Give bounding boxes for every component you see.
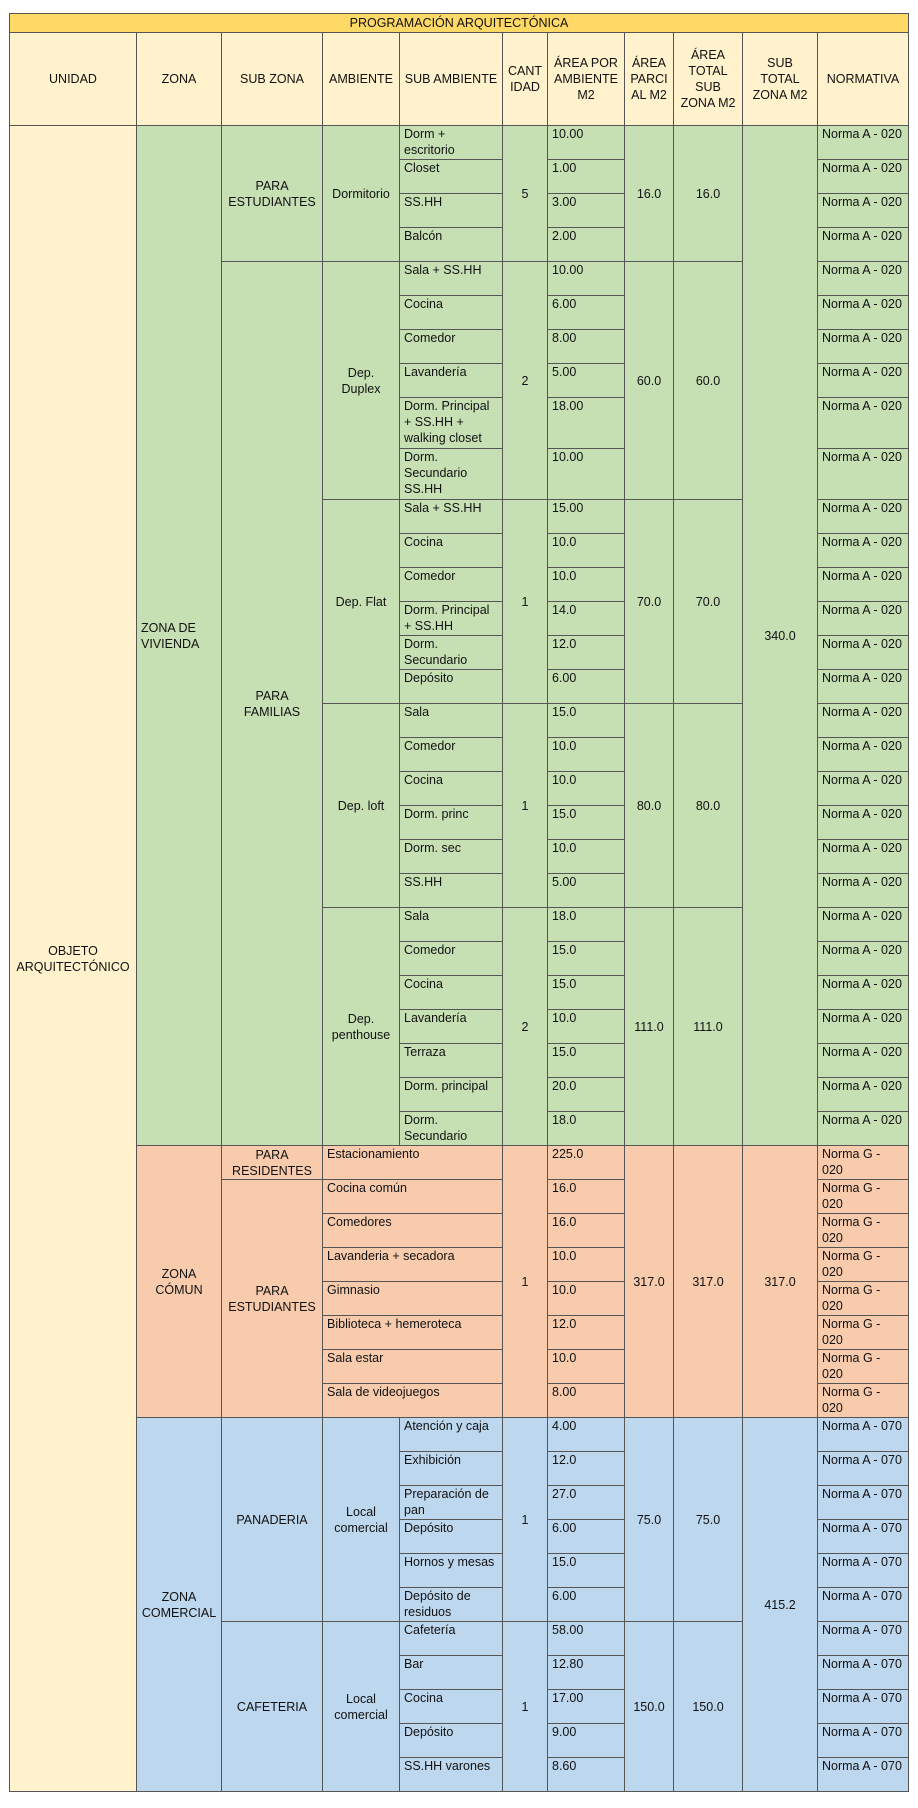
subambiente-cell: Sala [400, 704, 503, 738]
area-parcial-cell: 80.0 [625, 704, 674, 908]
cantidad-cell: 1 [503, 1146, 548, 1418]
column-header: ÁREA POR AMBIENTE M2 [548, 33, 625, 126]
normativa-cell: Norma A - 020 [818, 874, 909, 908]
subambiente-cell: Depósito [400, 1724, 503, 1758]
zona-cell: ZONA COMERCIAL [137, 1418, 222, 1792]
column-header: UNIDAD [10, 33, 137, 126]
subambiente-cell: Cocina [400, 772, 503, 806]
column-header: SUB AMBIENTE [400, 33, 503, 126]
area-ambiente-cell: 6.00 [548, 1520, 625, 1554]
normativa-cell: Norma A - 020 [818, 976, 909, 1010]
subzona-cell: PARA ESTUDIANTES [222, 126, 323, 262]
unidad-cell: OBJETO ARQUITECTÓNICO [10, 126, 137, 1792]
area-ambiente-cell: 10.0 [548, 534, 625, 568]
subambiente-cell: Dorm + escritorio [400, 126, 503, 160]
area-parcial-cell: 70.0 [625, 500, 674, 704]
subambiente-cell: Balcón [400, 228, 503, 262]
normativa-cell: Norma A - 020 [818, 364, 909, 398]
ambiente-cell: Dep. Flat [323, 500, 400, 704]
subambiente-cell: Comedor [400, 568, 503, 602]
area-ambiente-cell: 1.00 [548, 160, 625, 194]
subambiente-cell: Sala + SS.HH [400, 262, 503, 296]
normativa-cell: Norma A - 020 [818, 602, 909, 636]
cantidad-cell: 1 [503, 1418, 548, 1622]
normativa-cell: Norma A - 020 [818, 772, 909, 806]
normativa-cell: Norma A - 070 [818, 1486, 909, 1520]
ambiente-cell: Gimnasio [323, 1282, 503, 1316]
area-ambiente-cell: 10.0 [548, 1248, 625, 1282]
area-ambiente-cell: 6.00 [548, 1588, 625, 1622]
area-total-subzona-cell: 16.0 [674, 126, 743, 262]
area-ambiente-cell: 6.00 [548, 670, 625, 704]
ambiente-cell: Local comercial [323, 1418, 400, 1622]
normativa-cell: Norma A - 070 [818, 1452, 909, 1486]
area-ambiente-cell: 225.0 [548, 1146, 625, 1180]
area-ambiente-cell: 15.00 [548, 500, 625, 534]
subzona-cell: PARA FAMILIAS [222, 262, 323, 1146]
area-ambiente-cell: 18.0 [548, 1112, 625, 1146]
subambiente-cell: Dorm. Secundario SS.HH [400, 449, 503, 500]
normativa-cell: Norma A - 020 [818, 670, 909, 704]
subambiente-cell: Terraza [400, 1044, 503, 1078]
subtotal-zona-cell: 317.0 [743, 1146, 818, 1418]
area-ambiente-cell: 10.0 [548, 1282, 625, 1316]
area-ambiente-cell: 2.00 [548, 228, 625, 262]
subambiente-cell: Bar [400, 1656, 503, 1690]
area-ambiente-cell: 58.00 [548, 1622, 625, 1656]
area-ambiente-cell: 12.80 [548, 1656, 625, 1690]
subambiente-cell: Dorm. Secundario [400, 636, 503, 670]
normativa-cell: Norma G - 020 [818, 1316, 909, 1350]
normativa-cell: Norma A - 070 [818, 1656, 909, 1690]
area-ambiente-cell: 10.0 [548, 772, 625, 806]
normativa-cell: Norma A - 020 [818, 262, 909, 296]
area-total-subzona-cell: 80.0 [674, 704, 743, 908]
area-ambiente-cell: 15.0 [548, 942, 625, 976]
area-ambiente-cell: 4.00 [548, 1418, 625, 1452]
normativa-cell: Norma A - 020 [818, 636, 909, 670]
ambiente-cell: Dep. penthouse [323, 908, 400, 1146]
area-ambiente-cell: 10.00 [548, 449, 625, 500]
normativa-cell: Norma A - 020 [818, 534, 909, 568]
subambiente-cell: Dorm. Secundario [400, 1112, 503, 1146]
area-parcial-cell: 60.0 [625, 262, 674, 500]
normativa-cell: Norma G - 020 [818, 1214, 909, 1248]
area-ambiente-cell: 15.0 [548, 976, 625, 1010]
subambiente-cell: SS.HH [400, 194, 503, 228]
ambiente-cell: Local comercial [323, 1622, 400, 1792]
ambiente-cell: Dormitorio [323, 126, 400, 262]
area-ambiente-cell: 5.00 [548, 364, 625, 398]
area-ambiente-cell: 9.00 [548, 1724, 625, 1758]
subambiente-cell: Cocina [400, 1690, 503, 1724]
normativa-cell: Norma A - 070 [818, 1758, 909, 1792]
ambiente-cell: Sala estar [323, 1350, 503, 1384]
normativa-cell: Norma A - 020 [818, 296, 909, 330]
normativa-cell: Norma A - 070 [818, 1724, 909, 1758]
normativa-cell: Norma A - 020 [818, 228, 909, 262]
ambiente-cell: Dep. Duplex [323, 262, 400, 500]
cantidad-cell: 2 [503, 262, 548, 500]
normativa-cell: Norma A - 070 [818, 1520, 909, 1554]
subambiente-cell: Comedor [400, 330, 503, 364]
column-header: CANT IDAD [503, 33, 548, 126]
subambiente-cell: Depósito [400, 1520, 503, 1554]
area-ambiente-cell: 10.0 [548, 738, 625, 772]
area-ambiente-cell: 8.00 [548, 1384, 625, 1418]
normativa-cell: Norma A - 020 [818, 160, 909, 194]
subambiente-cell: Depósito de residuos [400, 1588, 503, 1622]
area-ambiente-cell: 15.0 [548, 1554, 625, 1588]
normativa-cell: Norma G - 020 [818, 1350, 909, 1384]
area-ambiente-cell: 20.0 [548, 1078, 625, 1112]
area-ambiente-cell: 16.0 [548, 1214, 625, 1248]
normativa-cell: Norma A - 020 [818, 704, 909, 738]
zona-cell: ZONA CÓMUN [137, 1146, 222, 1418]
subzona-cell: CAFETERIA [222, 1622, 323, 1792]
normativa-cell: Norma A - 070 [818, 1588, 909, 1622]
area-ambiente-cell: 15.0 [548, 1044, 625, 1078]
normativa-cell: Norma A - 020 [818, 738, 909, 772]
normativa-cell: Norma G - 020 [818, 1384, 909, 1418]
subzona-cell: PARA ESTUDIANTES [222, 1180, 323, 1418]
ambiente-cell: Lavanderia + secadora [323, 1248, 503, 1282]
normativa-cell: Norma G - 020 [818, 1146, 909, 1180]
area-total-subzona-cell: 317.0 [674, 1146, 743, 1418]
area-ambiente-cell: 5.00 [548, 874, 625, 908]
subambiente-cell: Atención y caja [400, 1418, 503, 1452]
normativa-cell: Norma A - 020 [818, 500, 909, 534]
cantidad-cell: 2 [503, 908, 548, 1146]
cantidad-cell: 1 [503, 704, 548, 908]
normativa-cell: Norma A - 020 [818, 1010, 909, 1044]
subambiente-cell: Comedor [400, 942, 503, 976]
area-parcial-cell: 150.0 [625, 1622, 674, 1792]
column-header: ZONA [137, 33, 222, 126]
area-ambiente-cell: 3.00 [548, 194, 625, 228]
normativa-cell: Norma A - 020 [818, 568, 909, 602]
subtotal-zona-cell: 415.2 [743, 1418, 818, 1792]
subambiente-cell: Lavandería [400, 1010, 503, 1044]
area-parcial-cell: 16.0 [625, 126, 674, 262]
area-ambiente-cell: 6.00 [548, 296, 625, 330]
normativa-cell: Norma A - 070 [818, 1418, 909, 1452]
normativa-cell: Norma A - 020 [818, 330, 909, 364]
cantidad-cell: 1 [503, 500, 548, 704]
area-ambiente-cell: 8.00 [548, 330, 625, 364]
subzona-cell: PARA RESIDENTES [222, 1146, 323, 1180]
table-title: PROGRAMACIÓN ARQUITECTÓNICA [10, 14, 909, 33]
column-header: ÁREA PARCI AL M2 [625, 33, 674, 126]
normativa-cell: Norma A - 020 [818, 840, 909, 874]
subambiente-cell: Depósito [400, 670, 503, 704]
normativa-cell: Norma A - 070 [818, 1622, 909, 1656]
area-ambiente-cell: 12.0 [548, 636, 625, 670]
subambiente-cell: Cocina [400, 296, 503, 330]
area-ambiente-cell: 18.0 [548, 908, 625, 942]
area-ambiente-cell: 10.0 [548, 1010, 625, 1044]
subtotal-zona-cell: 340.0 [743, 126, 818, 1146]
area-ambiente-cell: 12.0 [548, 1452, 625, 1486]
area-ambiente-cell: 18.00 [548, 398, 625, 449]
normativa-cell: Norma G - 020 [818, 1282, 909, 1316]
area-total-subzona-cell: 150.0 [674, 1622, 743, 1792]
normativa-cell: Norma A - 070 [818, 1690, 909, 1724]
area-total-subzona-cell: 60.0 [674, 262, 743, 500]
area-ambiente-cell: 14.0 [548, 602, 625, 636]
subambiente-cell: Cocina [400, 534, 503, 568]
area-ambiente-cell: 17.00 [548, 1690, 625, 1724]
area-ambiente-cell: 10.0 [548, 840, 625, 874]
column-header: AMBIENTE [323, 33, 400, 126]
normativa-cell: Norma A - 020 [818, 942, 909, 976]
area-ambiente-cell: 8.60 [548, 1758, 625, 1792]
normativa-cell: Norma A - 020 [818, 1078, 909, 1112]
subambiente-cell: Hornos y mesas [400, 1554, 503, 1588]
area-ambiente-cell: 27.0 [548, 1486, 625, 1520]
normativa-cell: Norma G - 020 [818, 1180, 909, 1214]
subambiente-cell: Lavandería [400, 364, 503, 398]
normativa-cell: Norma A - 020 [818, 126, 909, 160]
subzona-cell: PANADERIA [222, 1418, 323, 1622]
normativa-cell: Norma A - 070 [818, 1554, 909, 1588]
column-header: SUB TOTAL ZONA M2 [743, 33, 818, 126]
ambiente-cell: Estacionamiento [323, 1146, 503, 1180]
subambiente-cell: Dorm. princ [400, 806, 503, 840]
area-total-subzona-cell: 75.0 [674, 1418, 743, 1622]
area-parcial-cell: 317.0 [625, 1146, 674, 1418]
area-ambiente-cell: 15.0 [548, 704, 625, 738]
subambiente-cell: Dorm. Principal + SS.HH [400, 602, 503, 636]
area-ambiente-cell: 10.00 [548, 262, 625, 296]
architectural-program-table [9, 13, 909, 1792]
subambiente-cell: Sala [400, 908, 503, 942]
normativa-cell: Norma A - 020 [818, 1112, 909, 1146]
normativa-cell: Norma A - 020 [818, 1044, 909, 1078]
subambiente-cell: Closet [400, 160, 503, 194]
normativa-cell: Norma A - 020 [818, 908, 909, 942]
subambiente-cell: Dorm. sec [400, 840, 503, 874]
ambiente-cell: Biblioteca + hemeroteca [323, 1316, 503, 1350]
subambiente-cell: Cocina [400, 976, 503, 1010]
area-ambiente-cell: 10.0 [548, 568, 625, 602]
normativa-cell: Norma A - 020 [818, 449, 909, 500]
area-ambiente-cell: 12.0 [548, 1316, 625, 1350]
subambiente-cell: Sala + SS.HH [400, 500, 503, 534]
column-header: SUB ZONA [222, 33, 323, 126]
cantidad-cell: 5 [503, 126, 548, 262]
subambiente-cell: Dorm. principal [400, 1078, 503, 1112]
ambiente-cell: Comedores [323, 1214, 503, 1248]
subambiente-cell: SS.HH [400, 874, 503, 908]
area-total-subzona-cell: 111.0 [674, 908, 743, 1146]
cantidad-cell: 1 [503, 1622, 548, 1792]
column-header: NORMATIVA [818, 33, 909, 126]
subambiente-cell: Cafetería [400, 1622, 503, 1656]
area-parcial-cell: 111.0 [625, 908, 674, 1146]
area-ambiente-cell: 10.00 [548, 126, 625, 160]
subambiente-cell: Exhibición [400, 1452, 503, 1486]
normativa-cell: Norma A - 020 [818, 194, 909, 228]
area-ambiente-cell: 10.0 [548, 1350, 625, 1384]
area-ambiente-cell: 16.0 [548, 1180, 625, 1214]
ambiente-cell: Dep. loft [323, 704, 400, 908]
ambiente-cell: Cocina común [323, 1180, 503, 1214]
subambiente-cell: Comedor [400, 738, 503, 772]
column-header: ÁREA TOTAL SUB ZONA M2 [674, 33, 743, 126]
area-ambiente-cell: 15.0 [548, 806, 625, 840]
normativa-cell: Norma G - 020 [818, 1248, 909, 1282]
area-parcial-cell: 75.0 [625, 1418, 674, 1622]
subambiente-cell: Preparación de pan [400, 1486, 503, 1520]
normativa-cell: Norma A - 020 [818, 806, 909, 840]
ambiente-cell: Sala de videojuegos [323, 1384, 503, 1418]
zona-cell: ZONA DE VIVIENDA [137, 126, 222, 1146]
area-total-subzona-cell: 70.0 [674, 500, 743, 704]
subambiente-cell: Dorm. Principal + SS.HH + walking closet [400, 398, 503, 449]
normativa-cell: Norma A - 020 [818, 398, 909, 449]
subambiente-cell: SS.HH varones [400, 1758, 503, 1792]
